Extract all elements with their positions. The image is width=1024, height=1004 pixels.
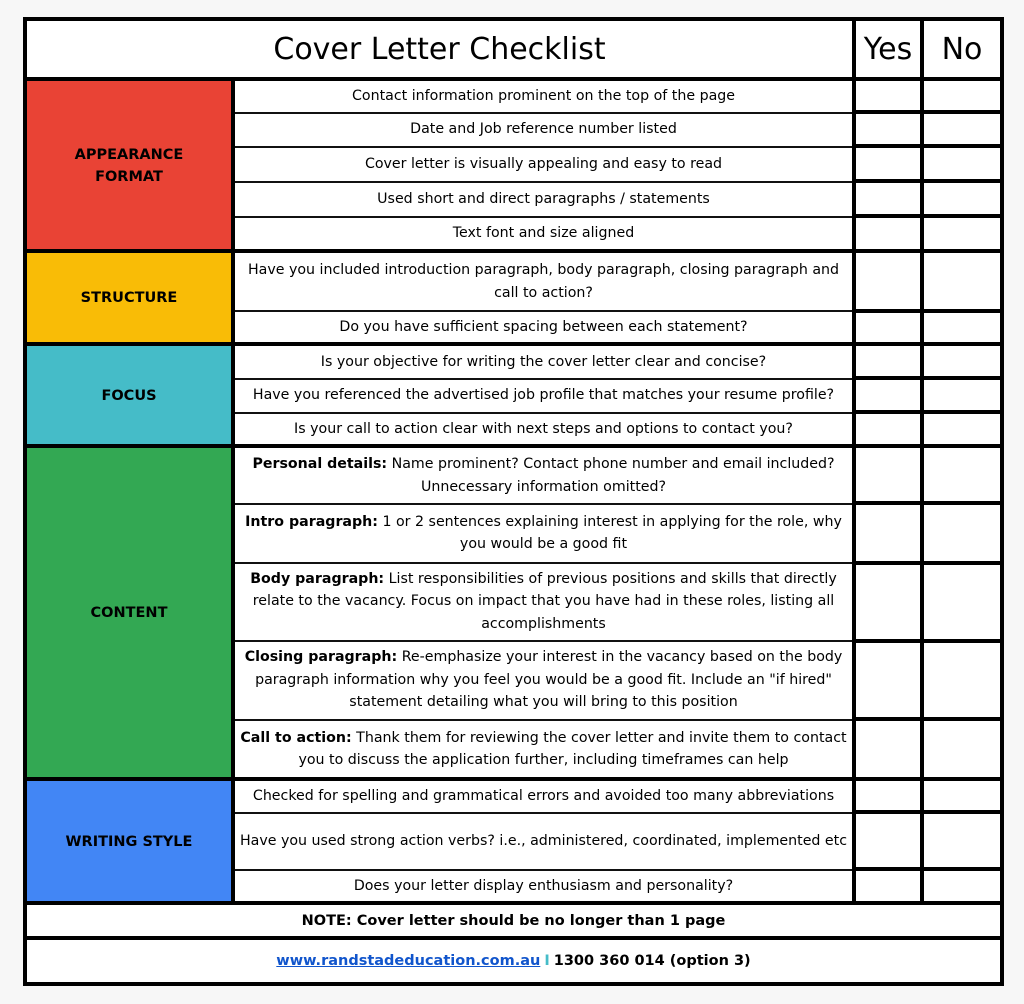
checklist-item (235, 379, 852, 412)
no-checkbox-cell[interactable] (924, 869, 1000, 903)
row-divider (233, 640, 853, 642)
checklist-item (235, 563, 852, 640)
row-divider (233, 378, 853, 380)
border-left (23, 17, 27, 986)
checkbox-row-divider (852, 179, 1004, 183)
checkbox-row-divider (852, 309, 1004, 313)
checklist-item (235, 448, 852, 503)
row-divider (233, 216, 853, 218)
no-checkbox-cell[interactable] (924, 719, 1000, 779)
border-right (1000, 17, 1004, 986)
checklist-item (235, 147, 852, 181)
row-divider (233, 146, 853, 148)
yes-checkbox-cell[interactable] (856, 311, 920, 344)
item-heading: Closing paragraph: (244, 649, 398, 666)
item-text: Date and Job reference number listed (410, 121, 677, 138)
page-title: Cover Letter Checklist (273, 31, 606, 67)
item-text (239, 646, 848, 714)
yes-checkbox-cell[interactable] (856, 181, 920, 216)
item-heading: Call to action: (240, 729, 352, 746)
category-label: FOCUS (101, 387, 157, 404)
checkbox-row-divider (852, 444, 1004, 448)
checklist-item (235, 504, 852, 562)
row-divider (233, 562, 853, 564)
checkbox-row-divider (852, 110, 1004, 114)
item-text: Contact information prominent on the top of the page (352, 87, 735, 104)
yes-checkbox-cell[interactable] (856, 446, 920, 503)
border-bottom (23, 982, 1004, 986)
row-divider (233, 719, 853, 721)
item-body: Re-emphasize your interest in the vacancy based on the body paragraph information why you feel you would be a good fit. Include an "if hired" statement detailing what you will bring to this position (255, 649, 843, 711)
item-text: Used short and direct paragraphs / statements (377, 190, 710, 207)
checklist-item (235, 720, 852, 778)
yes-checkbox-cell[interactable] (856, 641, 920, 719)
row-divider (233, 181, 853, 183)
category-appearance-format (27, 81, 231, 250)
checkbox-row-divider (852, 561, 1004, 565)
item-text (239, 727, 848, 772)
phone-number: 1300 360 014 (option 3) (553, 953, 751, 969)
checkbox-row-divider (852, 777, 1004, 781)
checkbox-row-divider (852, 214, 1004, 218)
no-checkbox-cell[interactable] (924, 311, 1000, 344)
item-body: Thank them for reviewing the cover letter and invite them to contact you to discuss the application further, including timeframes can help (298, 729, 847, 768)
yes-checkbox-cell[interactable] (856, 719, 920, 779)
column-header-yes: Yes (863, 31, 913, 67)
no-checkbox-cell[interactable] (924, 641, 1000, 719)
no-checkbox-cell[interactable] (924, 181, 1000, 216)
checkbox-row-divider (852, 717, 1004, 721)
yes-checkbox-cell[interactable] (856, 251, 920, 311)
checkbox-row-divider (852, 639, 1004, 643)
yes-checkbox-cell[interactable] (856, 216, 920, 251)
yes-checkbox-cell[interactable] (856, 779, 920, 812)
header-divider (23, 77, 1004, 81)
yes-checkbox-cell[interactable] (856, 563, 920, 641)
yes-checkbox-cell[interactable] (856, 412, 920, 446)
item-text (239, 511, 848, 556)
checklist-item (235, 311, 852, 343)
no-checkbox-cell[interactable] (924, 412, 1000, 446)
no-checkbox-cell[interactable] (924, 146, 1000, 181)
item-text: Cover letter is visually appealing and easy to read (364, 155, 723, 172)
checkbox-row-divider (852, 342, 1004, 346)
border-top (23, 17, 1004, 21)
checklist-item (235, 113, 852, 146)
item-body: Name prominent? Contact phone number and email included? Unnecessary information omitted? (387, 456, 835, 495)
yes-checkbox-cell[interactable] (856, 869, 920, 903)
yes-column-divider (852, 17, 856, 905)
checkbox-row-divider (852, 410, 1004, 414)
no-checkbox-cell[interactable] (924, 112, 1000, 146)
checklist-item (235, 182, 852, 216)
category-label: APPEARANCE (74, 146, 184, 163)
yes-checkbox-cell[interactable] (856, 812, 920, 869)
no-checkbox-cell[interactable] (924, 378, 1000, 412)
category-content (27, 448, 231, 778)
no-checkbox-cell[interactable] (924, 446, 1000, 503)
website-link[interactable]: www.randstadeducation.com.au (276, 953, 541, 969)
yes-checkbox-cell[interactable] (856, 344, 920, 378)
page-length-note: NOTE: Cover letter should be no longer than 1 page (301, 912, 726, 929)
category-column-divider (231, 77, 235, 905)
checklist-item (235, 346, 852, 378)
item-body: List responsibilities of previous positions and skills that directly relate to the vacancy. Focus on impact that you have had in these roles, listing all accomplishments (252, 570, 837, 632)
item-text: Do you have sufficient spacing between each statement? (339, 318, 748, 335)
no-column-divider (920, 17, 924, 905)
category-writing-style (27, 781, 231, 902)
item-text: Text font and size aligned (452, 225, 635, 242)
item-text: Have you used strong action verbs? i.e., administered, coordinated, implemented etc (239, 832, 848, 849)
item-heading: Body paragraph: (250, 570, 385, 587)
column-header-no: No (941, 31, 983, 67)
row-divider (233, 503, 853, 505)
no-checkbox-cell[interactable] (924, 563, 1000, 641)
category-label: WRITING STYLE (65, 833, 193, 850)
row-divider (233, 412, 853, 414)
row-divider (233, 310, 853, 312)
category-label: STRUCTURE (80, 290, 178, 306)
yes-checkbox-cell[interactable] (856, 378, 920, 412)
separator: I (544, 953, 550, 969)
yes-checkbox-cell[interactable] (856, 503, 920, 563)
checklist-item (235, 781, 852, 812)
category-label: FORMAT (95, 168, 163, 185)
row-divider (233, 869, 853, 871)
checkbox-row-divider (852, 810, 1004, 814)
item-text (239, 568, 848, 636)
checklist-item (235, 641, 852, 719)
checkbox-row-divider (852, 144, 1004, 148)
checkbox-row-divider (852, 249, 1004, 253)
no-checkbox-cell[interactable] (924, 503, 1000, 563)
footer-contact (27, 940, 1000, 982)
checklist-item (235, 217, 852, 250)
checkbox-row-divider (852, 501, 1004, 505)
no-checkbox-cell[interactable] (924, 79, 1000, 112)
no-checkbox-cell[interactable] (924, 344, 1000, 378)
checklist-item (235, 813, 852, 869)
yes-checkbox-cell[interactable] (856, 112, 920, 146)
row-divider (233, 112, 853, 114)
category-label: CONTENT (90, 605, 168, 621)
checklist-item (235, 80, 852, 112)
checklist-item (235, 870, 852, 902)
checkbox-row-divider (852, 867, 1004, 871)
item-text: Does your letter display enthusiasm and personality? (353, 877, 734, 894)
item-text: Checked for spelling and grammatical errors and avoided too many abbreviations (252, 788, 835, 805)
row-divider (233, 812, 853, 814)
no-checkbox-cell[interactable] (924, 779, 1000, 812)
item-heading: Personal details: (252, 456, 388, 472)
no-checkbox-cell[interactable] (924, 812, 1000, 869)
item-text: Have you included introduction paragraph, body paragraph, closing paragraph and call to action? (247, 262, 840, 301)
no-checkbox-cell[interactable] (924, 216, 1000, 251)
checklist-item (235, 413, 852, 445)
no-checkbox-cell[interactable] (924, 251, 1000, 311)
item-text: Is your call to action clear with next steps and options to contact you? (294, 420, 793, 437)
item-text: Have you referenced the advertised job profile that matches your resume profile? (252, 387, 835, 404)
yes-checkbox-cell[interactable] (856, 146, 920, 181)
checklist-item (235, 253, 852, 310)
category-focus (27, 346, 231, 445)
item-body: 1 or 2 sentences explaining interest in applying for the role, why you would be a good fit (377, 513, 842, 552)
item-heading: Intro paragraph: (245, 513, 378, 530)
item-text (239, 453, 848, 498)
category-structure (27, 253, 231, 343)
item-text: Is your objective for writing the cover letter clear and concise? (320, 353, 767, 370)
checkbox-row-divider (852, 376, 1004, 380)
yes-checkbox-cell[interactable] (856, 79, 920, 112)
